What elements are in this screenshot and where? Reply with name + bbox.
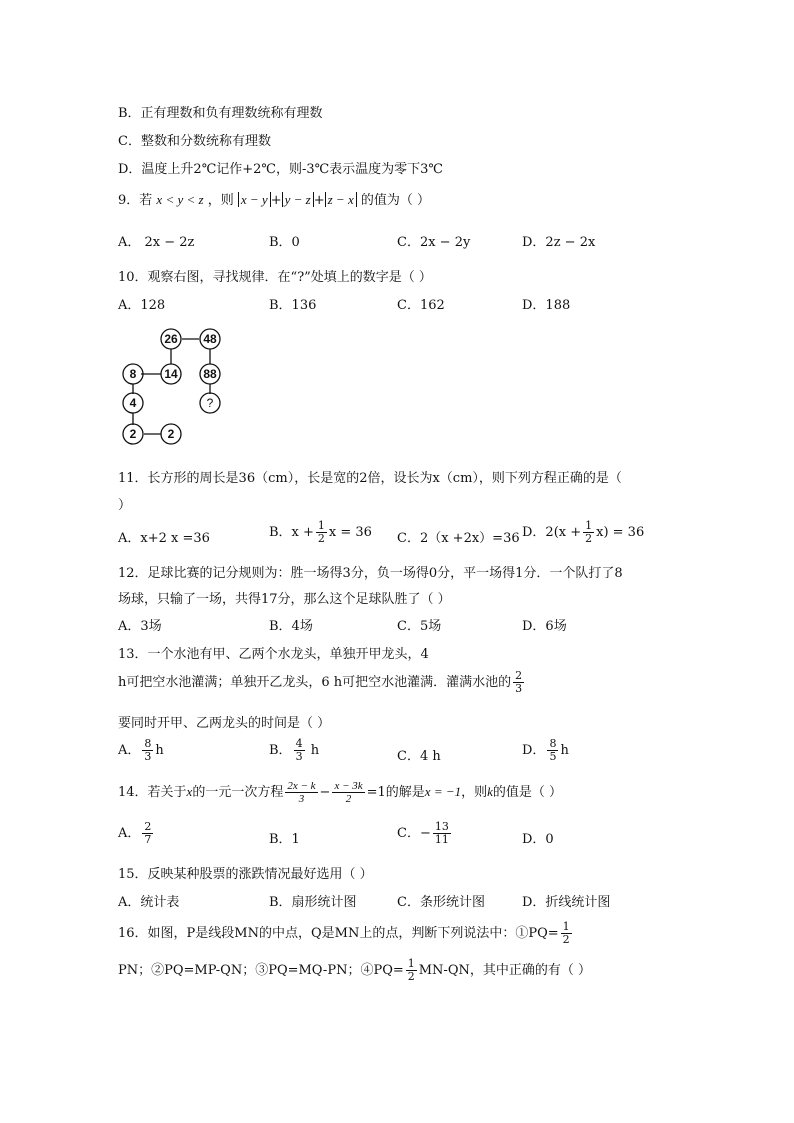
q14-stem: 14．若关于x的一元一次方程 $\frac{2x - k}{3}$ − $\frac{x - 3k}{2}$ =1的解是x = −1，则k的值是（ ） (118, 780, 563, 805)
q10-stem: 10．观察右图，寻找规律．在“?”处填上的数字是（ ） (118, 270, 432, 285)
node-label-48: 48 (203, 332, 217, 346)
q9-option-a: A． 2x − 2z (118, 235, 195, 250)
q11-option-b: B．x + $\frac{1}{2}$ x = 36 (269, 519, 372, 545)
node-label-26: 26 (164, 332, 178, 346)
q9-mid: ，则 (207, 193, 234, 208)
node-label-14: 14 (164, 367, 178, 381)
node-label-question: ? (206, 396, 214, 410)
q13-stem-line2: h可把空水池灌满；单独开乙龙头，6 h可把空水池灌满．灌满水池的 $\frac{2}{3}$ (118, 669, 523, 695)
q15-option-a: A．统计表 (118, 895, 180, 910)
node-label-2-right: 2 (167, 427, 175, 441)
q15-option-d: D．折线统计图 (522, 895, 611, 910)
q10-option-d: D．188 (522, 298, 571, 313)
q10-option-c: C．162 (397, 298, 445, 313)
q12-stem-line2: 场球，只输了一场，共得17分，那么这个足球队胜了（ ） (118, 592, 451, 607)
q13-option-b: B． $\frac{4}{3}$ h (269, 737, 320, 763)
q8-option-c: C．整数和分数统称有理数 (118, 134, 271, 149)
q12-option-a: A．3场 (118, 619, 162, 634)
q15-stem: 15．反映某种股票的涨跌情况最好选用（ ） (118, 867, 373, 882)
q8-option-d: D．温度上升2℃记作+2℃，则-3℃表示温度为零下3℃ (118, 162, 443, 177)
q9-option-c: C．2x − 2y (397, 235, 471, 250)
q13-stem-line3: 要同时开甲、乙两龙头的时间是（ ） (118, 716, 331, 731)
q15-option-b: B．扇形统计图 (269, 895, 357, 910)
q9-abs-3: z − x (325, 192, 357, 207)
q8-option-b: B．正有理数和负有理数统称有理数 (118, 106, 323, 121)
q9-suffix: 的值为（ ） (360, 193, 430, 208)
q10-option-a: A．128 (118, 298, 166, 313)
q14-option-c: C．− $\frac{13}{11}$ (397, 820, 449, 846)
q11-option-c: C．2（x +2x）=36 (397, 531, 520, 546)
q9-option-d: D．2z − 2x (522, 235, 596, 250)
q12-option-d: D．6场 (522, 619, 567, 634)
q11-option-a: A．x+2 x =36 (118, 531, 210, 546)
q9-prefix: 9．若 (118, 193, 153, 208)
q9-condition: x < y < z (156, 192, 204, 207)
q13-stem-line1: 13．一个水池有甲、乙两个水龙头，单独开甲龙头，4 (118, 647, 429, 662)
q13-option-c: C．4 h (397, 749, 441, 764)
q9-abs-2: y − z (282, 192, 314, 207)
q10-option-b: B．136 (269, 298, 317, 313)
q14-option-b: B．1 (269, 832, 300, 847)
q16-stem-line2: PN；②PQ=MP-QN；③PQ=MQ-PN；④PQ= $\frac{1}{2}$ MN-QN，其中正确的有（ ） (118, 957, 591, 983)
q9-option-b: B．0 (269, 235, 300, 250)
node-label-2-left: 2 (129, 427, 137, 441)
q11-stem-line2: ） (118, 498, 132, 513)
q9-abs-1: x − y (238, 192, 271, 207)
node-label-8: 8 (129, 367, 137, 381)
q14-option-d: D．0 (522, 832, 554, 847)
q13-option-d: D． $\frac{8}{5}$ h (522, 737, 569, 763)
q10-number-pattern-figure (110, 322, 240, 448)
q9-stem: 9．若 x < y < z ，则 x − y + y − z + z − x 的值为（ ） (118, 192, 430, 208)
node-label-4: 4 (129, 396, 137, 410)
q13-option-a: A． $\frac{8}{3}$ h (118, 737, 164, 763)
q12-option-c: C．5场 (397, 619, 442, 634)
q16-stem-line1: 16．如图，P是线段MN的中点，Q是MN上的点，判断下列说法中：①PQ= $\frac{1}{2}$ (118, 920, 570, 946)
node-label-88: 88 (203, 367, 217, 381)
q15-option-c: C．条形统计图 (397, 895, 485, 910)
q14-option-a: A． $\frac{2}{7}$ (118, 820, 152, 846)
q11-stem-line1: 11．长方形的周长是36（cm），长是宽的2倍，设长为x（cm），则下列方程正确的是（ (118, 471, 622, 486)
q12-option-b: B．4场 (269, 619, 313, 634)
q11-option-d: D．2(x + $\frac{1}{2}$ x) = 36 (522, 519, 645, 545)
q12-stem-line1: 12．足球比赛的记分规则为：胜一场得3分，负一场得0分，平一场得1分．一个队打了8 (118, 566, 623, 581)
